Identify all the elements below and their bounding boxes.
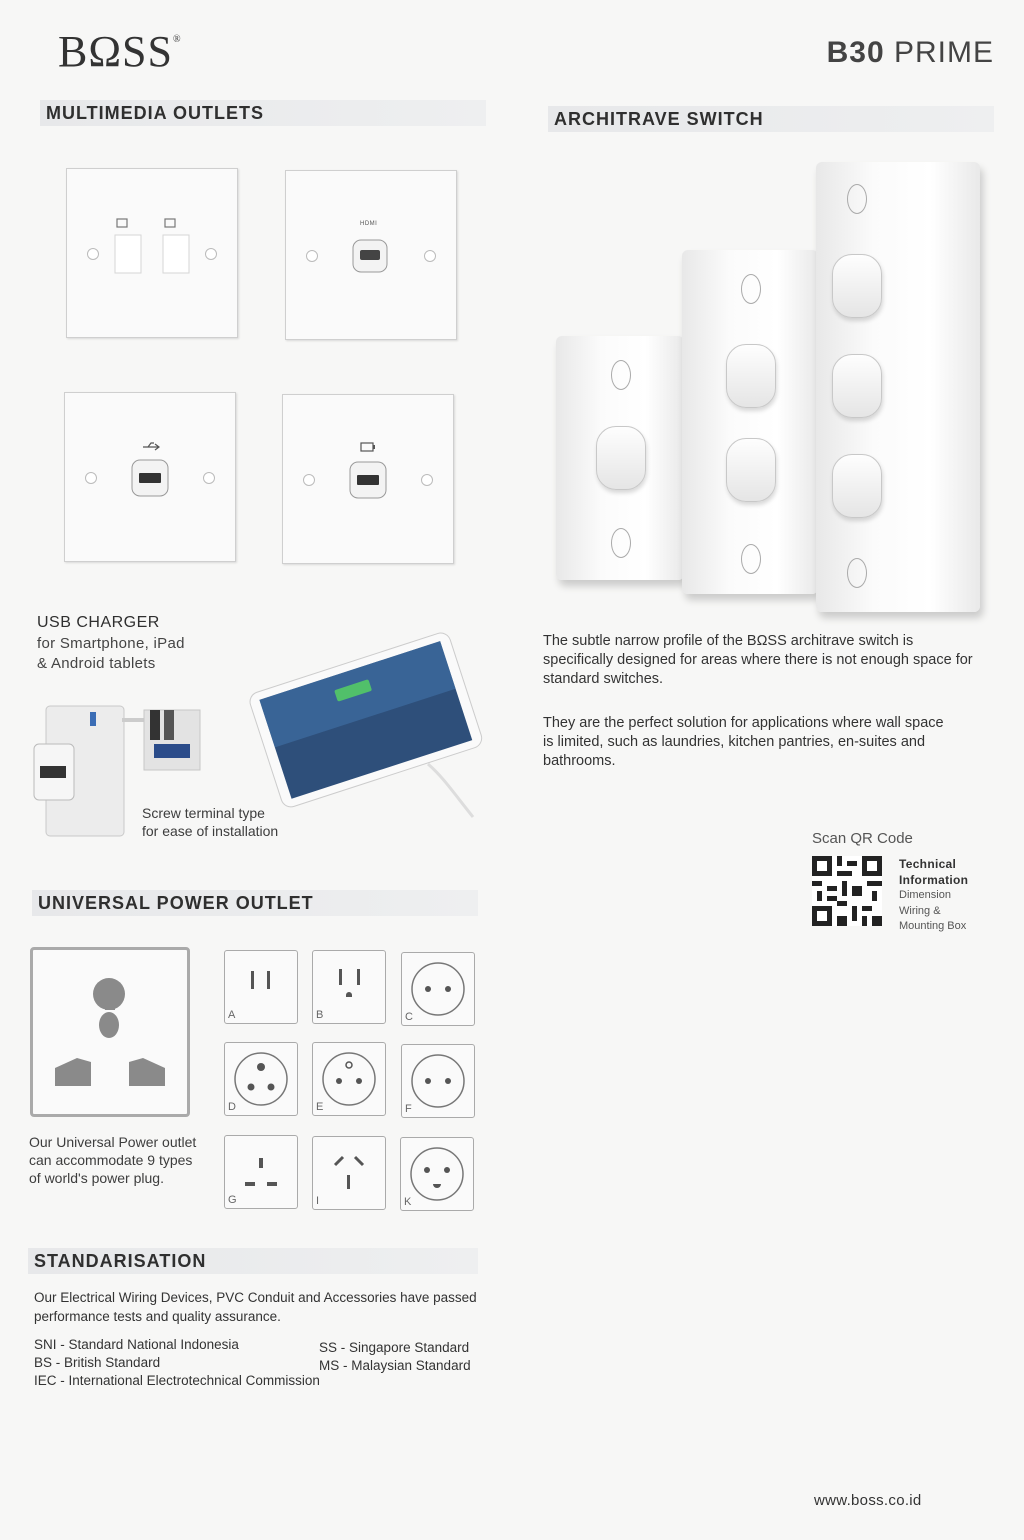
- standard-item: [34, 1354, 320, 1372]
- switch-rocker: [832, 454, 882, 518]
- universal-socket-icon: [33, 950, 187, 1114]
- standard-text: - Singapore Standard: [340, 1340, 470, 1355]
- text-line: standard switches.: [543, 671, 664, 687]
- mounting-hole: [847, 558, 867, 588]
- data-port-icons: [111, 213, 195, 277]
- text-line: Technical: [899, 857, 957, 871]
- text-line: Mounting Box: [899, 920, 967, 932]
- standards-list-right: [319, 1339, 471, 1375]
- mounting-hole: [741, 544, 761, 574]
- screw-icon: [303, 474, 315, 486]
- brand-logo: [58, 26, 182, 77]
- plug-type-label: A: [228, 1009, 236, 1021]
- usb-charger-title: USB CHARGER: [37, 614, 160, 631]
- text-line: Dimension: [899, 889, 951, 901]
- standard-item: [319, 1339, 471, 1357]
- switch-rocker: [726, 344, 776, 408]
- switch-rocker: [596, 426, 646, 490]
- battery-icon: [359, 441, 377, 455]
- qr-items: [899, 888, 966, 935]
- plug-type-label: F: [405, 1103, 412, 1115]
- text-line: Our Universal Power outlet: [29, 1134, 197, 1150]
- plug-type-g: [224, 1135, 298, 1209]
- multimedia-heading: MULTIMEDIA OUTLETS: [40, 100, 486, 126]
- switch-rocker: [832, 254, 882, 318]
- plug-type-a: [224, 950, 298, 1024]
- plug-type-label: B: [316, 1009, 324, 1021]
- text-line: performance tests and quality assurance.: [34, 1309, 281, 1324]
- plug-e-icon: [313, 1043, 385, 1115]
- usb-charger-line2: & Android tablets: [37, 655, 156, 672]
- architrave-paragraph-2: [543, 714, 944, 771]
- screw-icon: [85, 472, 97, 484]
- switch-rocker: [832, 354, 882, 418]
- screw-icon: [87, 248, 99, 260]
- double-architrave-switch: [682, 250, 818, 594]
- plug-type-e: [312, 1042, 386, 1116]
- plug-b-icon: [313, 951, 385, 1023]
- plug-type-d: [224, 1042, 298, 1116]
- usb-port-icon: [131, 459, 169, 497]
- standard-text: - Standard National Indonesia: [60, 1337, 239, 1352]
- qr-code-icon[interactable]: [812, 856, 882, 926]
- triple-architrave-switch: [816, 162, 980, 612]
- usb-icon: [141, 441, 161, 453]
- standard-item: [34, 1372, 320, 1390]
- universal-heading: UNIVERSAL POWER OUTLET: [32, 890, 478, 916]
- tablet-illustration: [238, 622, 488, 822]
- standarisation-intro: [34, 1288, 477, 1326]
- mounting-hole: [611, 360, 631, 390]
- hdmi-label: HDMI: [360, 221, 378, 227]
- screw-terminal-line1: Screw terminal type: [142, 805, 265, 821]
- plug-i-icon: [313, 1137, 385, 1209]
- plug-type-label: D: [228, 1101, 236, 1113]
- usb-charger-plate: [282, 394, 454, 564]
- plug-type-label: K: [404, 1196, 412, 1208]
- standarisation-heading: STANDARISATION: [28, 1248, 478, 1274]
- mounting-hole: [741, 274, 761, 304]
- usb-charger-line1: for Smartphone, iPad: [37, 635, 185, 652]
- text-line: specifically designed for areas where there is not enough space for: [543, 652, 973, 668]
- usb-outlet-plate: [64, 392, 236, 562]
- website-link[interactable]: www.boss.co.id: [814, 1492, 922, 1509]
- universal-description: [29, 1133, 196, 1187]
- screw-icon: [205, 248, 217, 260]
- plug-a-icon: [225, 951, 297, 1023]
- standard-text: - Malaysian Standard: [343, 1358, 471, 1373]
- standard-code: SS: [319, 1340, 338, 1355]
- text-line: of world's power plug.: [29, 1170, 164, 1186]
- text-line: can accommodate 9 types: [29, 1152, 193, 1168]
- model-code: B30: [826, 36, 885, 69]
- text-line: The subtle narrow profile of the BΩSS architrave switch is: [543, 633, 914, 649]
- model-name: [827, 36, 994, 70]
- single-architrave-switch: [556, 336, 684, 580]
- text-line: They are the perfect solution for applications where wall space: [543, 715, 944, 731]
- universal-socket: [30, 947, 190, 1117]
- standard-item: [34, 1336, 320, 1354]
- plug-type-f: [401, 1044, 475, 1118]
- hdmi-outlet-plate: [285, 170, 457, 340]
- text-line: bathrooms.: [543, 753, 616, 769]
- screw-terminal-line2: for ease of installation: [142, 823, 279, 839]
- scan-qr-label: Scan QR Code: [812, 830, 913, 847]
- hdmi-port-icon: [352, 239, 388, 273]
- model-suffix: PRIME: [893, 36, 994, 69]
- architrave-heading: ARCHITRAVE SWITCH: [548, 106, 994, 132]
- plug-k-icon: [401, 1138, 473, 1210]
- text-line: Information: [899, 873, 969, 887]
- screw-icon: [306, 250, 318, 262]
- standard-code: BS: [34, 1355, 53, 1370]
- text-line: Wiring &: [899, 904, 941, 917]
- plug-f-icon: [402, 1045, 474, 1117]
- data-outlet-plate: [66, 168, 238, 338]
- plug-type-label: I: [316, 1195, 320, 1207]
- plug-type-i: [312, 1136, 386, 1210]
- text-line: Our Electrical Wiring Devices, PVC Conduit and Accessories have passed: [34, 1290, 477, 1305]
- standard-text: - British Standard: [55, 1355, 161, 1370]
- brand-text: BΩSS: [58, 27, 173, 76]
- standard-code: SNI: [34, 1337, 57, 1352]
- plug-type-label: C: [405, 1011, 413, 1023]
- screw-icon: [421, 474, 433, 486]
- plug-type-c: [401, 952, 475, 1026]
- architrave-paragraph-1: [543, 632, 973, 689]
- mounting-hole: [847, 184, 867, 214]
- usb-port-icon: [349, 461, 387, 499]
- standards-list-left: [34, 1336, 320, 1390]
- plug-type-label: E: [316, 1101, 324, 1113]
- screw-icon: [424, 250, 436, 262]
- screw-icon: [203, 472, 215, 484]
- plug-type-b: [312, 950, 386, 1024]
- mounting-hole: [611, 528, 631, 558]
- text-line: is limited, such as laundries, kitchen pantries, en-suites and: [543, 734, 926, 750]
- switch-rocker: [726, 438, 776, 502]
- standard-text: - International Electrotechnical Commission: [60, 1373, 320, 1388]
- registered-mark: ®: [173, 34, 182, 45]
- plug-type-label: G: [228, 1194, 237, 1206]
- standard-code: MS: [319, 1358, 340, 1373]
- standard-item: [319, 1357, 471, 1375]
- standard-code: IEC: [34, 1373, 57, 1388]
- plug-type-k: [400, 1137, 474, 1211]
- qr-technical-title: [899, 856, 968, 888]
